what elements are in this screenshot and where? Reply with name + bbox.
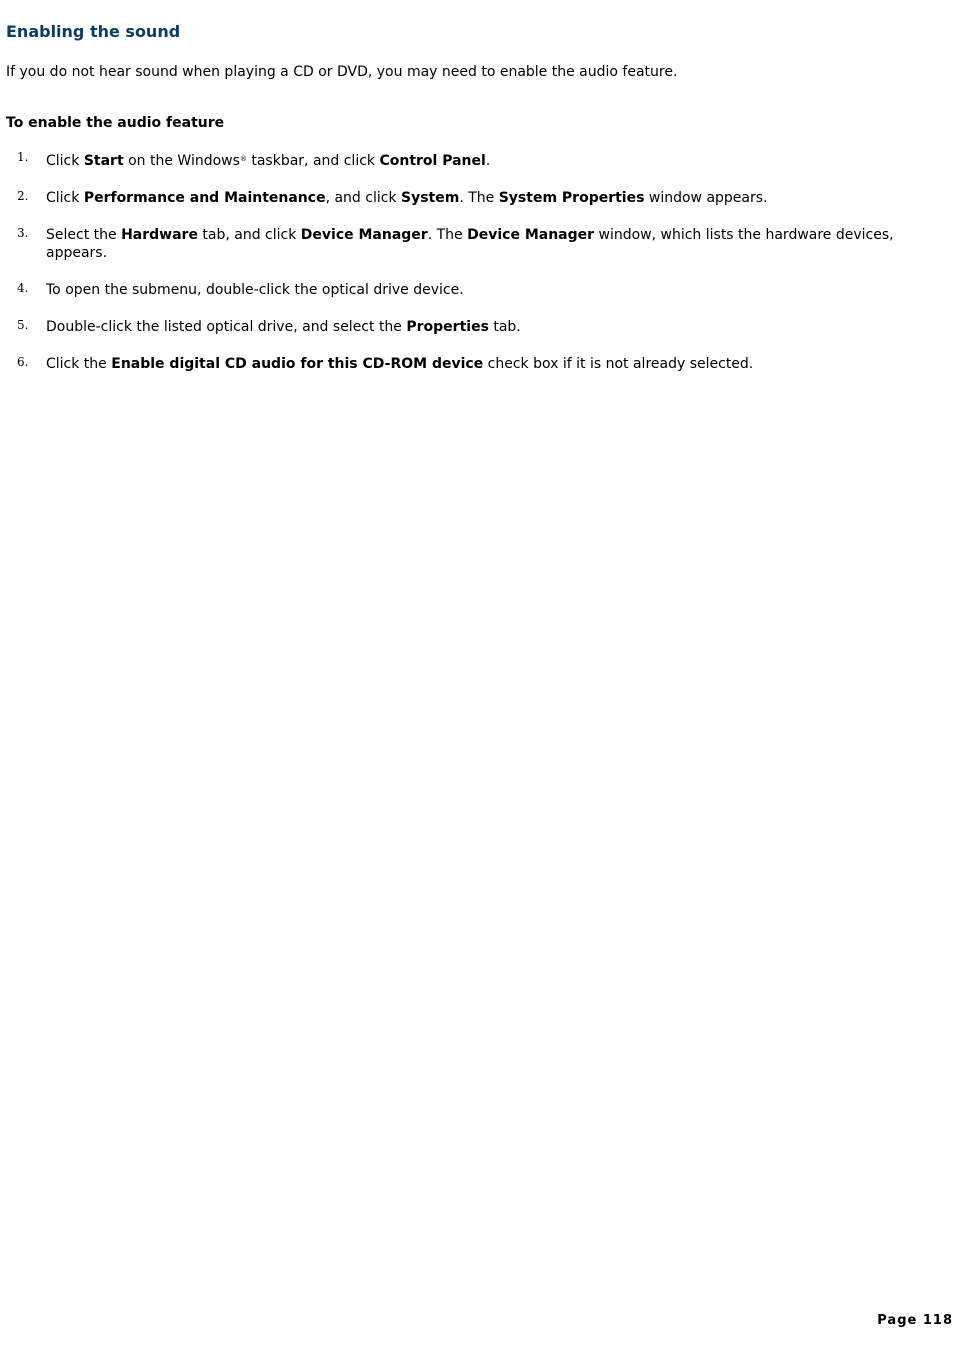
step-text-run: window appears. — [644, 190, 768, 206]
step-number: 2. — [17, 189, 29, 203]
step-emphasis: Device Manager — [300, 227, 428, 243]
step-text — [46, 356, 753, 372]
registered-mark: ® — [239, 155, 247, 163]
step-number: 4. — [17, 281, 29, 295]
step-text-run: . The — [427, 227, 468, 243]
step-text — [46, 319, 521, 335]
step-emphasis: Properties — [406, 319, 489, 335]
step-emphasis: Hardware — [121, 227, 198, 243]
step-text-run: , and click — [325, 190, 401, 206]
page-number: Page 118 — [877, 1313, 953, 1328]
step-text-run: Click the — [46, 356, 112, 372]
step-text-run: Click — [46, 190, 84, 206]
step-text-run: Double-click the listed optical drive, and select the — [46, 319, 407, 335]
step-number: 5. — [17, 318, 29, 332]
step-text — [46, 153, 490, 169]
step-item — [6, 189, 936, 207]
step-text-run: check box if it is not already selected. — [483, 356, 754, 372]
step-text-run: tab. — [488, 319, 521, 335]
step-text-run: Select the — [46, 227, 122, 243]
step-text-run: . — [485, 153, 491, 169]
step-emphasis: Device Manager — [467, 227, 595, 243]
step-text-run: . The — [459, 190, 499, 206]
page-title: Enabling the sound — [6, 22, 181, 41]
steps-list — [6, 150, 936, 392]
step-text-run: Click — [46, 153, 84, 169]
intro-paragraph: If you do not hear sound when playing a CD or DVD, you may need to enable the audio feature. — [6, 64, 678, 80]
step-text-run: on the Windows — [123, 153, 240, 169]
step-text — [46, 190, 768, 206]
step-text — [46, 227, 894, 261]
step-item — [6, 226, 936, 262]
step-emphasis: System Properties — [498, 190, 645, 206]
step-number: 3. — [17, 226, 29, 240]
step-text-run: tab, and click — [197, 227, 301, 243]
step-text-run: To open the submenu, double-click the optical drive device. — [46, 282, 464, 298]
step-item — [6, 318, 936, 336]
step-number: 1. — [17, 150, 29, 164]
step-emphasis: Start — [83, 153, 124, 169]
step-item — [6, 150, 936, 170]
procedure-heading: To enable the audio feature — [6, 115, 225, 131]
step-text — [46, 282, 464, 298]
step-emphasis: Control Panel — [379, 153, 486, 169]
step-number: 6. — [17, 355, 29, 369]
step-emphasis: Performance and Maintenance — [83, 190, 326, 206]
step-item — [6, 281, 936, 299]
step-emphasis: Enable digital CD audio for this CD-ROM device — [111, 356, 484, 372]
step-emphasis: System — [401, 190, 460, 206]
step-text-run: window, which lists the hardware devices, appears. — [46, 227, 894, 261]
step-text-run: taskbar, and click — [246, 153, 380, 169]
step-item — [6, 355, 936, 373]
